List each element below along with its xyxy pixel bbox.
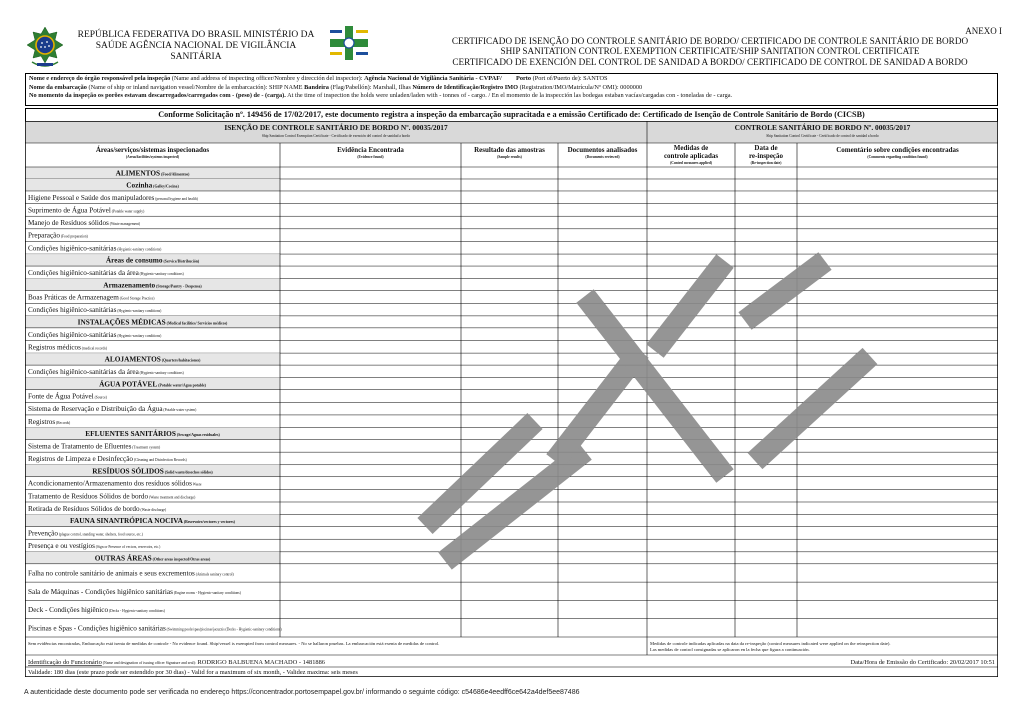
inspection-item [28, 505, 167, 513]
inspection-item [28, 542, 161, 550]
item-label: Deck - Condições higiênico [28, 606, 109, 615]
item-label: Presença e ou vestígios [28, 542, 95, 551]
inspection-item [28, 219, 141, 227]
inspection-item [28, 624, 282, 632]
section-label: ALIMENTOS [115, 168, 161, 178]
item-label: Sistema de Tratamento de Efluentes [28, 442, 132, 451]
item-label: Sala de Máquinas - Condições higiênico sanitárias [28, 587, 173, 596]
item-sublabel: (Hygienic-sanitary conditions) [116, 333, 162, 338]
item-sublabel: (Hygienic-sanitary conditions) [138, 371, 184, 376]
issuing-officer [28, 659, 325, 666]
inspection-item [28, 530, 144, 538]
section-sublabel: (Medical facilities/ Servicios médicos) [165, 321, 228, 326]
item-sublabel: (personal hygiene and health) [154, 196, 198, 201]
section-sublabel: (Other areas inspected/Otras areas) [151, 557, 211, 562]
nil-watermark [425, 261, 870, 561]
item-label: Tratamento de Resíduos Sólidos de bordo [28, 492, 149, 501]
control-title: CONTROLE SANITÁRIO DE BORDO Nº. 00035/2017 [734, 123, 911, 132]
column-header: Documentos analisados [567, 146, 638, 154]
watermark-stroke [655, 261, 725, 351]
item-label: Acondicionamento/Armazenamento dos resíduos sólidos [28, 479, 192, 488]
section-sublabel: (Food/Alimentos) [160, 172, 190, 177]
item-label: Manejo de Resíduos sólidos [28, 219, 109, 228]
control-subtitle: Ship Sanitation Control Certificate - Certificado de control de sanidad a bordo [766, 134, 879, 138]
section-label: RESÍDUOS SÓLIDOS [92, 466, 164, 476]
issue-label: Data/Hora de Emissão do Certificado: [850, 659, 949, 666]
column-header: Evidência Encontrada [337, 146, 404, 154]
issue-value: 20/02/2017 10:51 [948, 659, 995, 666]
inspection-item [28, 403, 197, 413]
item-sublabel: (Cleaning and Disinfection Records) [132, 458, 187, 463]
info-line-1: Nome e endereço do órgão responsável pela inspeção (Name and address of inspecting officer/Nombre y dirección del inspector): Agência Nacional de Vigilância Sanitária - CVPAF/ Porto (Port of/Puerto de): SANTOS [29, 75, 608, 82]
inspection-item [28, 194, 199, 202]
item-sublabel: (Hygienic-sanitary conditions) [138, 271, 184, 276]
item-sublabel: (Hygienic-sanitary conditions) [116, 247, 162, 252]
inspection-item [28, 480, 202, 488]
item-sublabel: (Waste management) [108, 222, 141, 227]
item-sublabel: Waste [191, 482, 202, 487]
inspection-item [28, 418, 71, 426]
item-sublabel: (Potable water supply) [110, 209, 145, 214]
item-label: Registros de Limpeza e Desinfecção [28, 455, 133, 464]
section-sublabel: (Service/Distribución) [162, 259, 200, 264]
inspection-table [25, 121, 998, 677]
item-sublabel: (plague control, standing water, shelters, food source, etc.) [57, 532, 143, 537]
section-label: OUTRAS ÁREAS [94, 553, 152, 563]
column-header: Medidas de [673, 144, 709, 152]
section-sublabel: (Reservoirs/vectores y vectores) [182, 520, 235, 525]
inspection-item [28, 368, 184, 376]
item-sublabel: (Decks - Hygienic-sanitary conditions) [108, 609, 165, 614]
org-line-1: REPÚBLICA FEDERATIVA DO BRASIL MINISTÉRIO DA [77, 30, 315, 40]
column-subheader: (Documents reviewed) [585, 155, 620, 159]
item-label: Suprimento de Água Potável [28, 206, 111, 215]
coat-of-arms-icon [26, 26, 64, 68]
inspection-item [28, 294, 155, 302]
item-sublabel: (Records) [55, 420, 71, 425]
column-header-cont: re-inspeção [748, 152, 784, 160]
inspection-item [28, 455, 187, 463]
title-es: CERTIFICADO DE EXENCIÓN DEL CONTROL DE SANIDAD A BORDO/ CERTIFICADO DE CONTROL DE SANIDAD A BORDO [452, 56, 968, 67]
section-label: FAUNA SINANTRÓPICA NOCIVA [70, 516, 183, 526]
column-header: Data de [754, 144, 778, 152]
item-label: Retirada de Resíduos Sólidos de bordo [28, 504, 140, 513]
column-subheader: (Evidence found) [357, 155, 384, 159]
item-sublabel: (Treatment system) [131, 445, 161, 450]
item-sublabel: (Animals sanitary control) [194, 572, 234, 577]
officer-value: RODRIGO BALBUENA MACHADO - 1481886 [195, 659, 325, 666]
inspection-item [28, 570, 234, 578]
column-subheader: (Comments regarding condition found) [867, 155, 928, 159]
item-label: Condições higiênico-sanitárias da área [28, 268, 139, 277]
section-sublabel: (Sewage/Aguas residuales) [175, 433, 220, 438]
inspection-item [28, 331, 162, 339]
inspection-item [28, 442, 161, 450]
inspection-item [28, 391, 108, 401]
title-pt: CERTIFICADO DE ISENÇÃO DO CONTROLE SANITÁRIO DE BORDO/ CERTIFICADO DE CONTROLE SANITÁRIO DE BORDO [451, 36, 969, 46]
column-header: Áreas/serviços/sistemas inspecionados [95, 146, 210, 154]
info-line-3: No momento da inspeção os porões estavam descarregados/carregados com - (peso) de - (carga). At the time of inspection the holds were unladen/laden with - tonnes of - cargo. / En el momento de la inspección las bodegas estaban vacías/cargadas con - toneladas de - carga. [29, 92, 733, 100]
certificate-titles [420, 36, 1000, 67]
item-label: Fonte de Água Potável [28, 392, 94, 401]
control-measures-note-cont: Las medidas de control consignadas se aplicaron en la fecha que figura a continuación. [650, 647, 810, 652]
section-sublabel: (Storage/Pantry - Despensa) [155, 284, 202, 289]
inspection-info-box [25, 73, 998, 106]
item-sublabel: (Sign or Presence of vectors, reservoirs, etc.) [94, 545, 161, 550]
item-sublabel: (medical records) [80, 346, 108, 351]
org-line-3: SANITÁRIA [170, 52, 222, 62]
inspection-item [28, 606, 166, 614]
section-sublabel: (Potable water/Agua potable) [157, 383, 206, 388]
inspection-item [28, 244, 162, 252]
column-subheader: (Control measures applied) [670, 161, 712, 165]
item-label: Piscinas e Spas - Condições higiênico sanitárias [28, 624, 166, 633]
item-label: Falha no controle sanitário de animais e seus excrementos [28, 569, 195, 578]
item-sublabel: (Potable water system) [162, 408, 197, 413]
inspection-item [28, 232, 89, 240]
exemption-title: ISENÇÃO DE CONTROLE SANITÁRIO DE BORDO Nº. 00035/2017 [224, 123, 448, 132]
section-label: Cozinha [126, 180, 153, 190]
issue-datetime [851, 659, 995, 666]
section-sublabel: (Galley/Cocina) [152, 184, 179, 189]
section-label: Armazenamento [103, 280, 156, 290]
item-label: Condições higiênico-sanitárias [28, 306, 117, 315]
item-label: Preparação [28, 231, 60, 240]
request-statement: Conforme Solicitação nº. 149456 de 17/02/2017, este documento registra a inspeção da embarcação supracitada e a emissão Certificado de: Certificado de Isenção de Controle Sanitário de Bordo (CICSB) [25, 108, 998, 121]
section-label: ALOJAMENTOS [104, 354, 161, 364]
annex-label: ANEXO I [965, 26, 1002, 36]
column-subheader: (Re-inspection date) [750, 161, 782, 165]
inspection-item [28, 306, 162, 314]
no-evidence-statement: Sem evidências encontradas, Embarcação está isenta de medidas de controle - No evidence found. Ship/vessel is exempted from control measures. - No se hallaron pruebas. La embarcación está exenta de medidas de control. [28, 641, 440, 646]
verification-note: A autenticidade deste documento pode ser verificada no endereço https://concentrador.portosempapel.gov.br/ informando o seguinte código: c54686e4eedff6ce642a4def5ee87486 [24, 689, 580, 696]
item-sublabel: (Swimming pools/spas/piscinas/jacuzzis (Decks - Hygienic-sanitary conditions) [165, 627, 282, 632]
control-measures-note: Medidas de controle indicadas aplicadas na data da re-inspeção (control measures indicated were applied on the reinspection date). [650, 641, 891, 646]
item-sublabel: (Waste discharge) [139, 507, 167, 512]
inspection-item [28, 343, 108, 351]
org-line-2: SAÚDE AGÊNCIA NACIONAL DE VIGILÂNCIA [95, 41, 297, 51]
inspection-item [28, 588, 242, 596]
section-label: Áreas de consumo [105, 255, 163, 265]
column-header: Resultado das amostras [474, 146, 545, 154]
item-label: Condições higiênico-sanitárias [28, 330, 117, 339]
watermark-stroke [445, 451, 585, 561]
column-subheader: (Areas/facilities/systems inspected) [125, 155, 180, 159]
section-sublabel: (Quarters/habitaciones) [160, 358, 201, 363]
item-label: Higiene Pessoal e Saúde dos manipuladores [28, 193, 155, 202]
item-sublabel: (Hygienic-sanitary conditions) [116, 309, 162, 314]
column-subheader: (Sample results) [497, 155, 522, 159]
item-label: Boas Práticas de Armazenagem [28, 293, 119, 302]
officer-trans: (Name and designation of issuing officer Signature and seal): [101, 661, 196, 665]
inspection-item [28, 492, 196, 500]
officer-label: Identificação do Funcionário [28, 659, 102, 666]
item-label: Registros [28, 417, 56, 426]
item-label: Condições higiênico-sanitárias [28, 244, 117, 253]
column-header-cont: controle aplicadas [663, 152, 719, 160]
info-line-2: Nome da embarcação (Name of ship or inland navigation vessel/Nombre de la embarcación): SHIP NAME Bandeira (Flag/Pabellón): Marshall, Ilhas Número de Identificação/Registro IMO (Registration/IMO/Matrícula/Nº OMI): 0000000 [29, 83, 643, 91]
item-label: Registros médicos [28, 343, 81, 352]
watermark-stroke [745, 261, 825, 321]
inspection-item [28, 204, 145, 214]
item-label: Condições higiênico-sanitárias da área [28, 368, 139, 377]
item-sublabel: (Source) [93, 395, 107, 400]
item-sublabel: (Food preparation) [59, 234, 88, 239]
exemption-subtitle: Ship Sanitation Control Exemption Certificate - Certificado de exención del control de sanidad a bordo [261, 134, 411, 138]
watermark-stroke [755, 356, 870, 461]
item-sublabel: (Engine rooms - Hygienic-sanitary conditions) [172, 590, 241, 595]
item-sublabel: (Waste treatment and discharge) [148, 495, 196, 500]
title-en: SHIP SANITATION CONTROL EXEMPTION CERTIFICATE/SHIP SANITATION CONTROL CERTIFICATE [500, 46, 920, 57]
item-sublabel: (Good Storage Practice) [118, 296, 155, 301]
issuing-organization [66, 30, 326, 63]
section-label: ÁGUA POTÁVEL [99, 379, 158, 389]
inspection-item [28, 269, 184, 277]
column-header: Comentário sobre condições encontradas [836, 146, 959, 154]
item-label: Sistema de Reservação e Distribuição da Água [28, 405, 163, 414]
anvisa-logo-icon [326, 24, 372, 62]
section-label: EFLUENTES SANITÁRIOS [85, 429, 176, 439]
section-sublabel: (Solid waste/desechos sólidos) [163, 470, 213, 475]
validity-statement: Validade: 180 dias (este prazo pode ser estendido por 30 dias) - Valid for a maximum of six month, - Validez maxima: seis meses [28, 669, 358, 676]
section-label: INSTALAÇÕES MÉDICAS [77, 317, 166, 327]
item-label: Prevenção [28, 529, 58, 538]
